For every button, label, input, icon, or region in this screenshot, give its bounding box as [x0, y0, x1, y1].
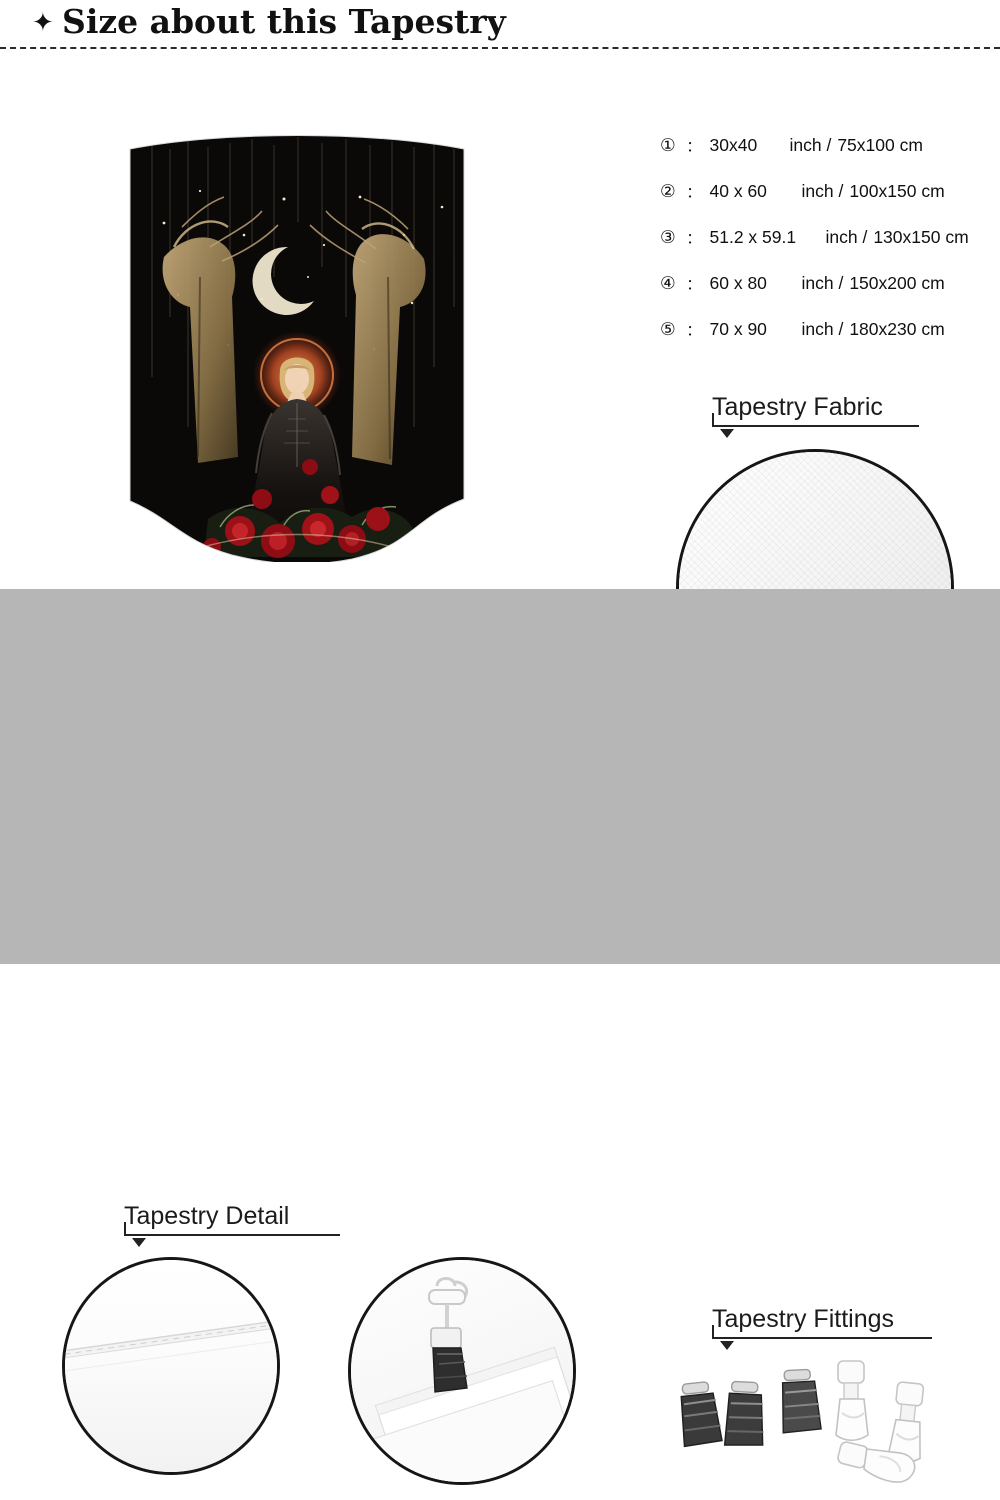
size-unit: inch /	[789, 134, 832, 155]
tapestry-artwork	[112, 127, 482, 562]
top-section	[0, 49, 1000, 589]
arrow-down-icon	[132, 1238, 146, 1247]
size-cm-value: 75x100 cm	[837, 134, 923, 155]
size-cm-value: 150x200 cm	[849, 272, 945, 293]
metal-clip-icon	[780, 1369, 821, 1433]
detail-clip-circle	[348, 1257, 576, 1485]
arrow-down-icon	[720, 429, 734, 438]
metal-clip-icon	[678, 1381, 722, 1447]
fittings-label-rule	[712, 1337, 932, 1339]
size-unit: inch /	[801, 272, 844, 293]
fittings-accessories	[668, 1355, 988, 1495]
size-unit: inch /	[825, 226, 868, 247]
size-cm-value: 100x150 cm	[849, 180, 945, 201]
size-row	[660, 122, 990, 168]
size-colon: ：	[686, 319, 704, 340]
size-index: ②	[660, 180, 676, 201]
size-inch-value: 30x40	[709, 134, 758, 155]
hem-stitch-illustration	[65, 1260, 277, 1472]
size-colon: ：	[686, 273, 704, 294]
fittings-section-label	[712, 1305, 894, 1334]
size-unit: inch /	[801, 318, 844, 339]
fabric-label-rule	[712, 425, 919, 427]
size-index: ⑤	[660, 318, 676, 339]
adhesive-hook-icon	[836, 1361, 868, 1440]
size-index: ③	[660, 226, 676, 247]
fabric-label-tick	[712, 413, 714, 425]
size-inch-value: 70 x 90	[709, 318, 767, 339]
detail-section-label	[124, 1202, 289, 1231]
arrow-down-icon	[720, 1341, 734, 1350]
size-index: ④	[660, 272, 676, 293]
fittings-illustration	[668, 1355, 988, 1495]
detail-label-rule	[124, 1234, 340, 1236]
adhesive-hook-icon	[888, 1381, 928, 1463]
size-list	[660, 122, 990, 352]
detail-hem-circle	[62, 1257, 280, 1475]
star-icon: ✦	[32, 7, 54, 37]
size-inch-value: 40 x 60	[709, 180, 767, 201]
fabric-section-label	[712, 393, 883, 422]
size-row	[660, 168, 990, 214]
size-colon: ：	[686, 181, 704, 202]
fittings-label-tick	[712, 1325, 714, 1337]
fittings-label-text: Tapestry Fittings	[712, 1305, 895, 1333]
size-colon: ：	[686, 227, 704, 248]
size-index: ①	[660, 134, 676, 155]
fabric-label-text: Tapestry Fabric	[712, 393, 883, 421]
size-cm-value: 130x150 cm	[873, 226, 969, 247]
size-inch-value: 60 x 80	[709, 272, 767, 293]
hanging-clip-illustration	[351, 1260, 573, 1482]
page-header	[0, 0, 1000, 48]
size-cm-value: 180x230 cm	[849, 318, 945, 339]
tapestry-illustration	[112, 127, 482, 562]
detail-label-tick	[124, 1222, 126, 1234]
size-row	[660, 306, 990, 352]
metal-clip-icon	[725, 1381, 766, 1447]
detail-label-text: Tapestry Detail	[124, 1202, 290, 1230]
size-row	[660, 260, 990, 306]
size-unit: inch /	[801, 180, 844, 201]
size-row	[660, 214, 990, 260]
size-colon: ：	[686, 135, 704, 156]
bottom-section	[0, 589, 1000, 1333]
page-title: Size about this Tapestry	[62, 2, 506, 41]
size-inch-value: 51.2 x 59.1	[709, 226, 797, 247]
